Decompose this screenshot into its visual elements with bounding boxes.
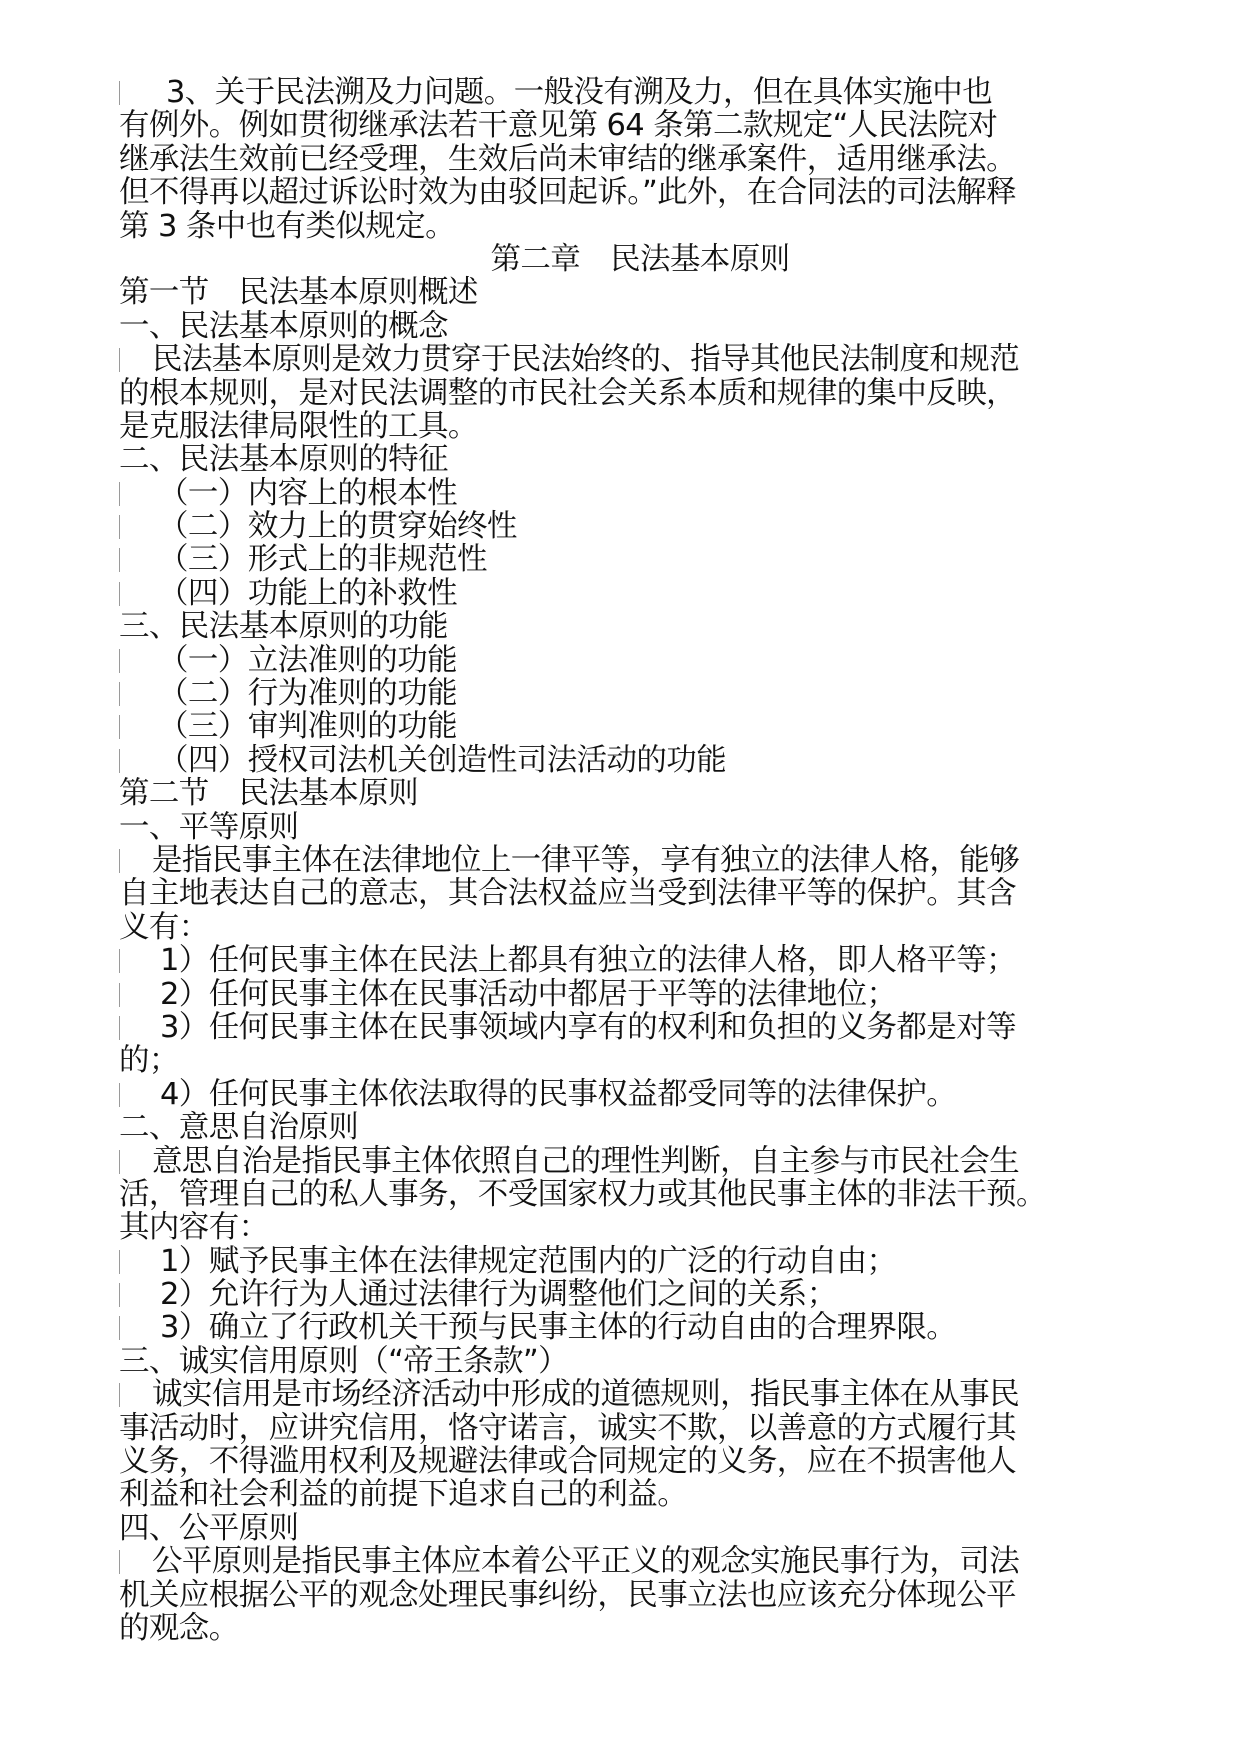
paragraph-line: 是克服法律局限性的工具。: [119, 408, 478, 444]
document-page: [119, 76, 1131, 1645]
margin-bar: [119, 1016, 120, 1040]
margin-bar: [119, 1250, 120, 1274]
paragraph-line: 的观念。: [119, 1610, 239, 1646]
subsection-heading: 四、公平原则: [119, 1510, 299, 1546]
paragraph-line: 公平原则是指民事主体应本着公平正义的观念实施民事行为，司法: [119, 1545, 1131, 1578]
paragraph-line: 但不得再以超过诉讼时效为由驳回起诉。”此外，在合同法的司法解释: [119, 175, 1016, 211]
list-item: 的；: [119, 1043, 179, 1079]
paragraph-line: 其内容有：: [119, 1210, 269, 1246]
paragraph-line: 3、关于民法溯及力问题。一般没有溯及力，但在具体实施中也: [119, 76, 1131, 109]
margin-bar: [119, 1316, 120, 1340]
list-item: （一）立法准则的功能: [119, 644, 1131, 677]
margin-bar: [119, 749, 120, 773]
subsection-heading: 三、诚实信用原则（“帝王条款”）: [119, 1343, 569, 1379]
margin-bar: [119, 582, 120, 606]
subsection-heading: 一、平等原则: [119, 809, 299, 845]
chapter-title: 第二章 民法基本原则: [490, 241, 790, 277]
margin-bar: [119, 482, 120, 506]
subsection-heading: 三、民法基本原则的功能: [119, 609, 448, 645]
paragraph-line: 第 3 条中也有类似规定。: [119, 208, 455, 244]
subsection-heading: 二、意思自治原则: [119, 1110, 359, 1146]
paragraph-line: 活，管理自己的私人事务，不受国家权力或其他民事主体的非法干预。: [119, 1176, 1046, 1212]
subsection-heading: 二、民法基本原则的特征: [119, 442, 448, 478]
list-item: （四）功能上的补救性: [119, 577, 1131, 610]
margin-bar: [119, 1283, 120, 1307]
margin-bar: [119, 348, 120, 372]
margin-bar: [119, 649, 120, 673]
list-item: 2）任何民事主体在民事活动中都居于平等的法律地位；: [119, 978, 1131, 1011]
margin-bar: [119, 81, 120, 105]
list-item: （四）授权司法机关创造性司法活动的功能: [119, 744, 1131, 777]
list-item: 1）任何民事主体在民法上都具有独立的法律人格，即人格平等；: [119, 944, 1131, 977]
paragraph-line: 义务，不得滥用权利及规避法律或合同规定的义务，应在不损害他人: [119, 1444, 1016, 1480]
list-item: （三）形式上的非规范性: [119, 543, 1131, 576]
paragraph-line: 事活动时，应讲究信用，恪守诺言，诚实不欺，以善意的方式履行其: [119, 1410, 1016, 1446]
section-heading: 第二节 民法基本原则: [119, 776, 418, 812]
list-item: 3）确立了行政机关干预与民事主体的行动自由的合理界限。: [119, 1311, 1131, 1344]
margin-bar: [119, 949, 120, 973]
paragraph-line: 继承法生效前已经受理，生效后尚未审结的继承案件，适用继承法。: [119, 141, 1016, 177]
list-item: 3）任何民事主体在民事领域内享有的权利和负担的义务都是对等: [119, 1011, 1131, 1044]
paragraph-line: 民法基本原则是效力贯穿于民法始终的、指导其他民法制度和规范: [119, 343, 1131, 376]
margin-bar: [119, 1383, 120, 1407]
paragraph-line: 意思自治是指民事主体依照自己的理性判断，自主参与市民社会生: [119, 1145, 1131, 1178]
paragraph-line: 有例外。例如贯彻继承法若干意见第 64 条第二款规定“人民法院对: [119, 108, 998, 144]
list-item: （三）审判准则的功能: [119, 710, 1131, 743]
list-item: 4）任何民事主体依法取得的民事权益都受同等的法律保护。: [119, 1078, 1131, 1111]
margin-bar: [119, 983, 120, 1007]
paragraph-line: 诚实信用是市场经济活动中形成的道德规则，指民事主体在从事民: [119, 1378, 1131, 1411]
margin-bar: [119, 548, 120, 572]
paragraph-line: 的根本规则，是对民法调整的市民社会关系本质和规律的集中反映，: [119, 375, 1016, 411]
margin-bar: [119, 1150, 120, 1174]
margin-bar: [119, 1083, 120, 1107]
list-item: （二）行为准则的功能: [119, 677, 1131, 710]
subsection-heading: 一、民法基本原则的概念: [119, 308, 448, 344]
margin-bar: [119, 849, 120, 873]
list-item: （二）效力上的贯穿始终性: [119, 510, 1131, 543]
list-item: 1）赋予民事主体在法律规定范围内的广泛的行动自由；: [119, 1245, 1131, 1278]
margin-bar: [119, 1550, 120, 1574]
section-heading: 第一节 民法基本原则概述: [119, 275, 478, 311]
list-item: （一）内容上的根本性: [119, 477, 1131, 510]
paragraph-line: 利益和社会利益的前提下追求自己的利益。: [119, 1477, 688, 1513]
margin-bar: [119, 682, 120, 706]
margin-bar: [119, 715, 120, 739]
paragraph-line: 自主地表达自己的意志，其合法权益应当受到法律平等的保护。其含: [119, 876, 1016, 912]
margin-bar: [119, 515, 120, 539]
paragraph-line: 义有：: [119, 909, 209, 945]
list-item: 2）允许行为人通过法律行为调整他们之间的关系；: [119, 1278, 1131, 1311]
paragraph-line: 机关应根据公平的观念处理民事纠纷，民事立法也应该充分体现公平: [119, 1577, 1016, 1613]
paragraph-line: 是指民事主体在法律地位上一律平等，享有独立的法律人格，能够: [119, 844, 1131, 877]
